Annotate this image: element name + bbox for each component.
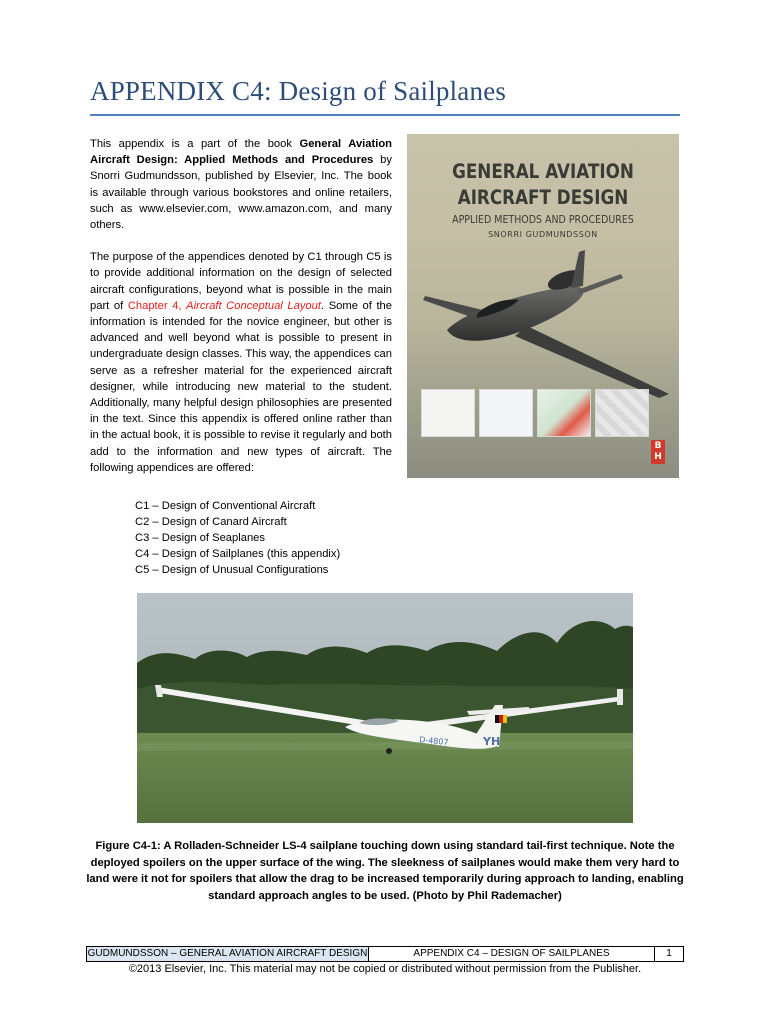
cover-title-line-1: GENERAL AVIATION (452, 160, 634, 183)
jet-airplane-illustration (407, 234, 679, 404)
footer-center: APPENDIX C4 – DESIGN OF SAILPLANES (369, 947, 655, 961)
registration-marking: D-4807 (418, 735, 449, 748)
intro-p2-text-a: The purpose of the appendices denoted by C1 through C5 is to provide additional information on the design of selected aircraft configurations, beyond what is possible in the main part of (90, 251, 392, 312)
title-rule (90, 114, 680, 116)
publisher-logo: B H (651, 440, 665, 464)
list-item: C4 – Design of Sailplanes (this appendix) (135, 548, 341, 560)
cover-subtitle: APPLIED METHODS AND PROCEDURES (452, 214, 634, 226)
footer-left: GUDMUNDSSON – GENERAL AVIATION AIRCRAFT DESIGN (87, 948, 368, 959)
book-cover-image (407, 134, 679, 478)
tail-code-marking: YH (483, 735, 501, 748)
intro-paragraph-2 (90, 249, 392, 476)
cover-title-line-2: AIRCRAFT DESIGN (457, 186, 629, 209)
page-number: 1 (666, 948, 672, 959)
list-item: C1 – Design of Conventional Aircraft (135, 500, 316, 512)
page-title: APPENDIX C4: Design of Sailplanes (90, 76, 507, 106)
list-item: C3 – Design of Seaplanes (135, 532, 265, 544)
chapter-4-link-a: Chapter 4, (127, 299, 187, 312)
page-footer (86, 946, 684, 962)
book-title-bold: General Aviation Aircraft Design: Applied Methods and Procedures (90, 138, 392, 167)
cover-thumbnail-strip (421, 389, 649, 437)
intro-text (90, 136, 392, 492)
copyright-notice: ©2013 Elsevier, Inc. This material may not be copied or distributed without permission from the Publisher. (128, 963, 642, 975)
intro-p1-text-a: This appendix is a part of the book (90, 138, 300, 150)
intro-p1-text-b: by Snorri Gudmundsson, published by Elsevier, Inc. The book is available through various bookstores and online retailers, such as www.elsevier.com, www.amazon.com, and many others. (90, 154, 392, 232)
cover-thumbnail (595, 389, 649, 437)
cover-thumbnail (421, 389, 475, 437)
figure-caption: Figure C4-1: A Rolladen-Schneider LS-4 sailplane touching down using standard tail-first technique. Note the deployed spoilers on the upper surface of the wing. The sleekness of sailplanes would make them very hard to land were it not for spoilers that allow the drag to be increased temporarily during approach to landing, enabling standard approach angles to be used. (Photo by Phil Rademacher) (86, 840, 684, 902)
list-item: C2 – Design of Canard Aircraft (135, 516, 287, 528)
cover-thumbnail (479, 389, 533, 437)
cover-thumbnail (537, 389, 591, 437)
chapter-4-link[interactable] (128, 300, 321, 312)
cover-author: SNORRI GUDMUNDSSON (488, 230, 598, 239)
intro-p2-text-b: . Some of the information is intended for the novice engineer, but other is advanced and well beyond what is possible to present in undergraduate design classes. This way, the appendices can serve as a refresher material for the experienced aircraft designer, while introducing new material to the student. Additionally, many helpful design philosophies are presented in the text. Since this appendix is offered online rather than in the actual book, it is possible to revise it regularly and both add to the information and new types of aircraft. The following appendices are offered: (90, 299, 392, 474)
intro-paragraph-1 (90, 136, 392, 233)
appendix-list (135, 498, 435, 578)
sailplane-photo (137, 593, 633, 823)
chapter-4-link-b: Aircraft Conceptual Layout (186, 299, 321, 312)
list-item: C5 – Design of Unusual Configurations (135, 564, 329, 576)
